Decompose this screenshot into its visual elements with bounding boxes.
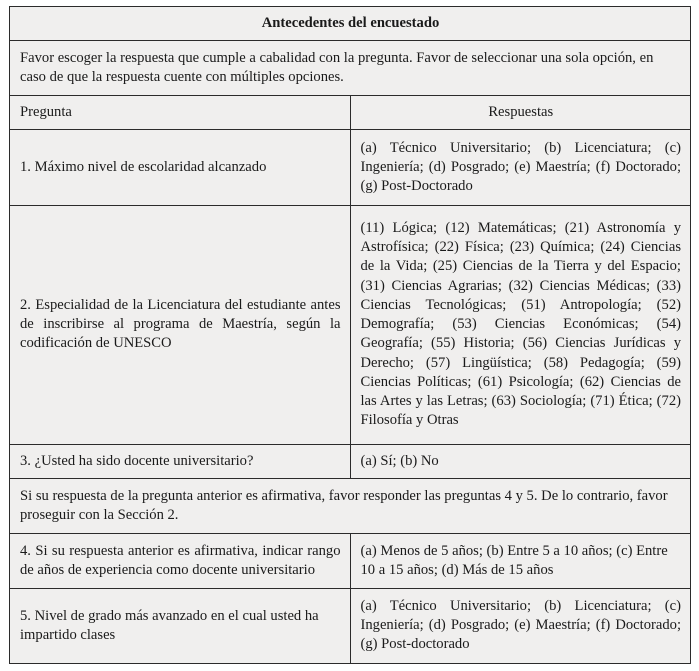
table-row-column-headers [10,96,691,130]
answer-options-1: (a) Técnico Universitario; (b) Licenciatura; (c) Ingeniería; (d) Posgrado; (e) Maestría; (f) Doctorado; (g) Post-Doctorado [350,130,691,205]
question-text-2: 2. Especialidad de la Licenciatura del estudiante antes de inscribirse al programa de Maestría, según la codificación de UNESCO [10,205,351,444]
table-row [10,130,691,205]
table-row-title [10,7,691,41]
table-row [10,533,691,588]
table-row [10,205,691,444]
table-row-instructions [10,41,691,96]
answer-options-5: (a) Técnico Universitario; (b) Licenciatura; (c) Ingeniería; (d) Posgrado; (e) Maestría; (f) Doctorado; (g) Post-doctorado [350,588,691,663]
answer-options-3: (a) Sí; (b) No [350,444,691,478]
answer-options-4: (a) Menos de 5 años; (b) Entre 5 a 10 años; (c) Entre 10 a 15 años; (d) Más de 15 años [350,533,691,588]
conditional-note-text: Si su respuesta de la pregunta anterior es afirmativa, favor responder las preguntas 4 y 5. De lo contrario, favor proseguir con la Sección 2. [10,479,691,534]
column-header-answer: Respuestas [350,96,691,130]
question-text-5: 5. Nivel de grado más avanzado en el cual usted ha impartido clases [10,588,351,663]
table-row [10,588,691,663]
column-header-question: Pregunta [10,96,351,130]
instructions-text: Favor escoger la respuesta que cumple a cabalidad con la pregunta. Favor de seleccionar una sola opción, en caso de que la respuesta cuente con múltiples opciones. [10,41,691,96]
table-row-note [10,479,691,534]
survey-questionnaire-table [9,6,691,664]
page-title: Antecedentes del encuestado [10,7,691,41]
question-text-4: 4. Si su respuesta anterior es afirmativa, indicar rango de años de experiencia como docente universitario [10,533,351,588]
question-text-3: 3. ¿Usted ha sido docente universitario? [10,444,351,478]
answer-options-2: (11) Lógica; (12) Matemáticas; (21) Astronomía y Astrofísica; (22) Física; (23) Química; (24) Ciencias de la Vida; (25) Ciencias de la Tierra y del Espacio; (31) Ciencias Agrarias; (32) Ciencias Médicas; (33) Ciencias Tecnológicas; (51) Antropología; (52) Demografía; (53) Ciencias Económicas; (54) Geografía; (55) Historia; (56) Ciencias Jurídicas y Derecho; (57) Lingüística; (58) Pedagogía; (59) Ciencias Políticas; (61) Psicología; (62) Ciencias de las Artes y las Letras; (63) Sociología; (71) Ética; (72) Filosofía y Otras [350,205,691,444]
question-text-1: 1. Máximo nivel de escolaridad alcanzado [10,130,351,205]
table-row [10,444,691,478]
